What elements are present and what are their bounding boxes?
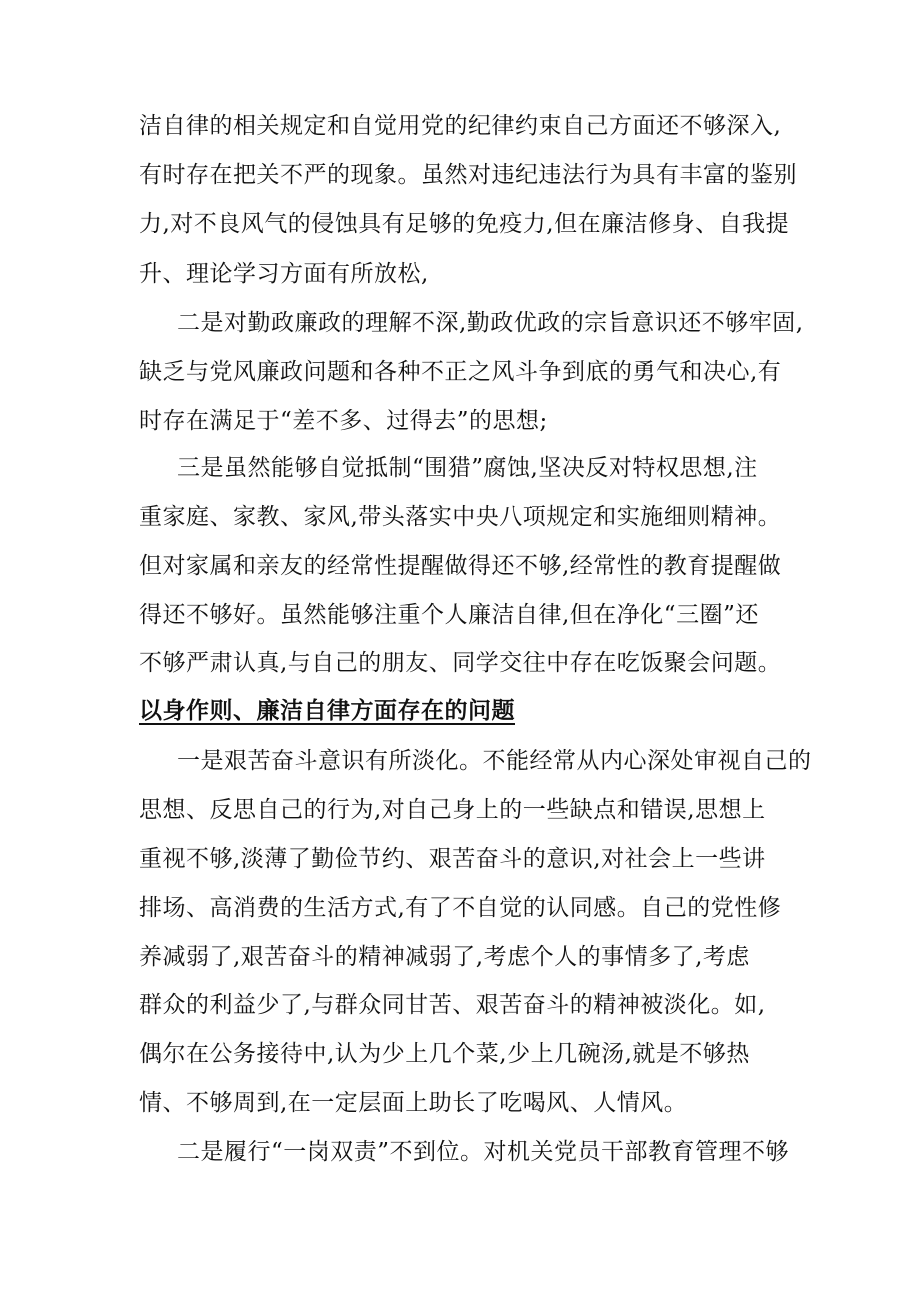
paragraph-line: 一是艰苦奋斗意识有所淡化。不能经常从内心深处审视自己的 [177, 748, 812, 774]
paragraph-line: 缺乏与党风廉政问题和各种不正之风斗争到底的勇气和决心,有 [139, 359, 782, 385]
paragraph-line: 得还不够好。虽然能够注重个人廉洁自律,但在净化“三圈”还 [139, 602, 759, 628]
paragraph-line: 二是对勤政廉政的理解不深,勤政优政的宗旨意识还不够牢固, [177, 310, 804, 336]
paragraph-line: 但对家属和亲友的经常性提醒做得还不够,经常性的教育提醒做 [139, 553, 782, 579]
paragraph-line: 时存在满足于“差不多、过得去”的思想; [139, 408, 548, 434]
paragraph-line: 升、理论学习方面有所放松, [139, 261, 429, 287]
section-heading: 以身作则、廉洁自律方面存在的问题 [139, 697, 515, 724]
paragraph-line: 力,对不良风气的侵蚀具有足够的免疫力,但在廉洁修身、自我提 [139, 211, 790, 237]
paragraph-line: 不够严肃认真,与自己的朋友、同学交往中存在吃饭聚会问题。 [139, 650, 782, 676]
paragraph-line: 重视不够,淡薄了勤俭节约、艰苦奋斗的意识,对社会上一些讲 [139, 846, 766, 872]
paragraph-line: 洁自律的相关规定和自觉用党的纪律约束自己方面还不够深入, [139, 113, 782, 139]
paragraph-line: 排场、高消费的生活方式,有了不自觉的认同感。自己的党性修 [139, 895, 782, 921]
paragraph-line: 养减弱了,艰苦奋斗的精神减弱了,考虑个人的事情多了,考虑 [139, 944, 750, 970]
paragraph-line: 重家庭、家教、家风,带头落实中央八项规定和实施细则精神。 [139, 504, 782, 530]
paragraph-line: 三是虽然能够自觉抵制“围猎”腐蚀,坚决反对特权思想,注 [177, 455, 758, 481]
paragraph-line: 有时存在把关不严的现象。虽然对违纪违法行为具有丰富的鉴别 [139, 162, 797, 188]
paragraph-line: 二是履行“一岗双责”不到位。对机关党员干部教育管理不够 [177, 1139, 790, 1165]
paragraph-line: 群众的利益少了,与群众同甘苦、艰苦奋斗的精神被淡化。如, [139, 992, 766, 1018]
paragraph-line: 情、不够周到,在一定层面上助长了吃喝风、人情风。 [139, 1090, 688, 1116]
paragraph-line: 思想、反思自己的行为,对自己身上的一些缺点和错误,思想上 [139, 797, 766, 823]
paragraph-line: 偶尔在公务接待中,认为少上几个菜,少上几碗汤,就是不够热 [139, 1041, 750, 1067]
